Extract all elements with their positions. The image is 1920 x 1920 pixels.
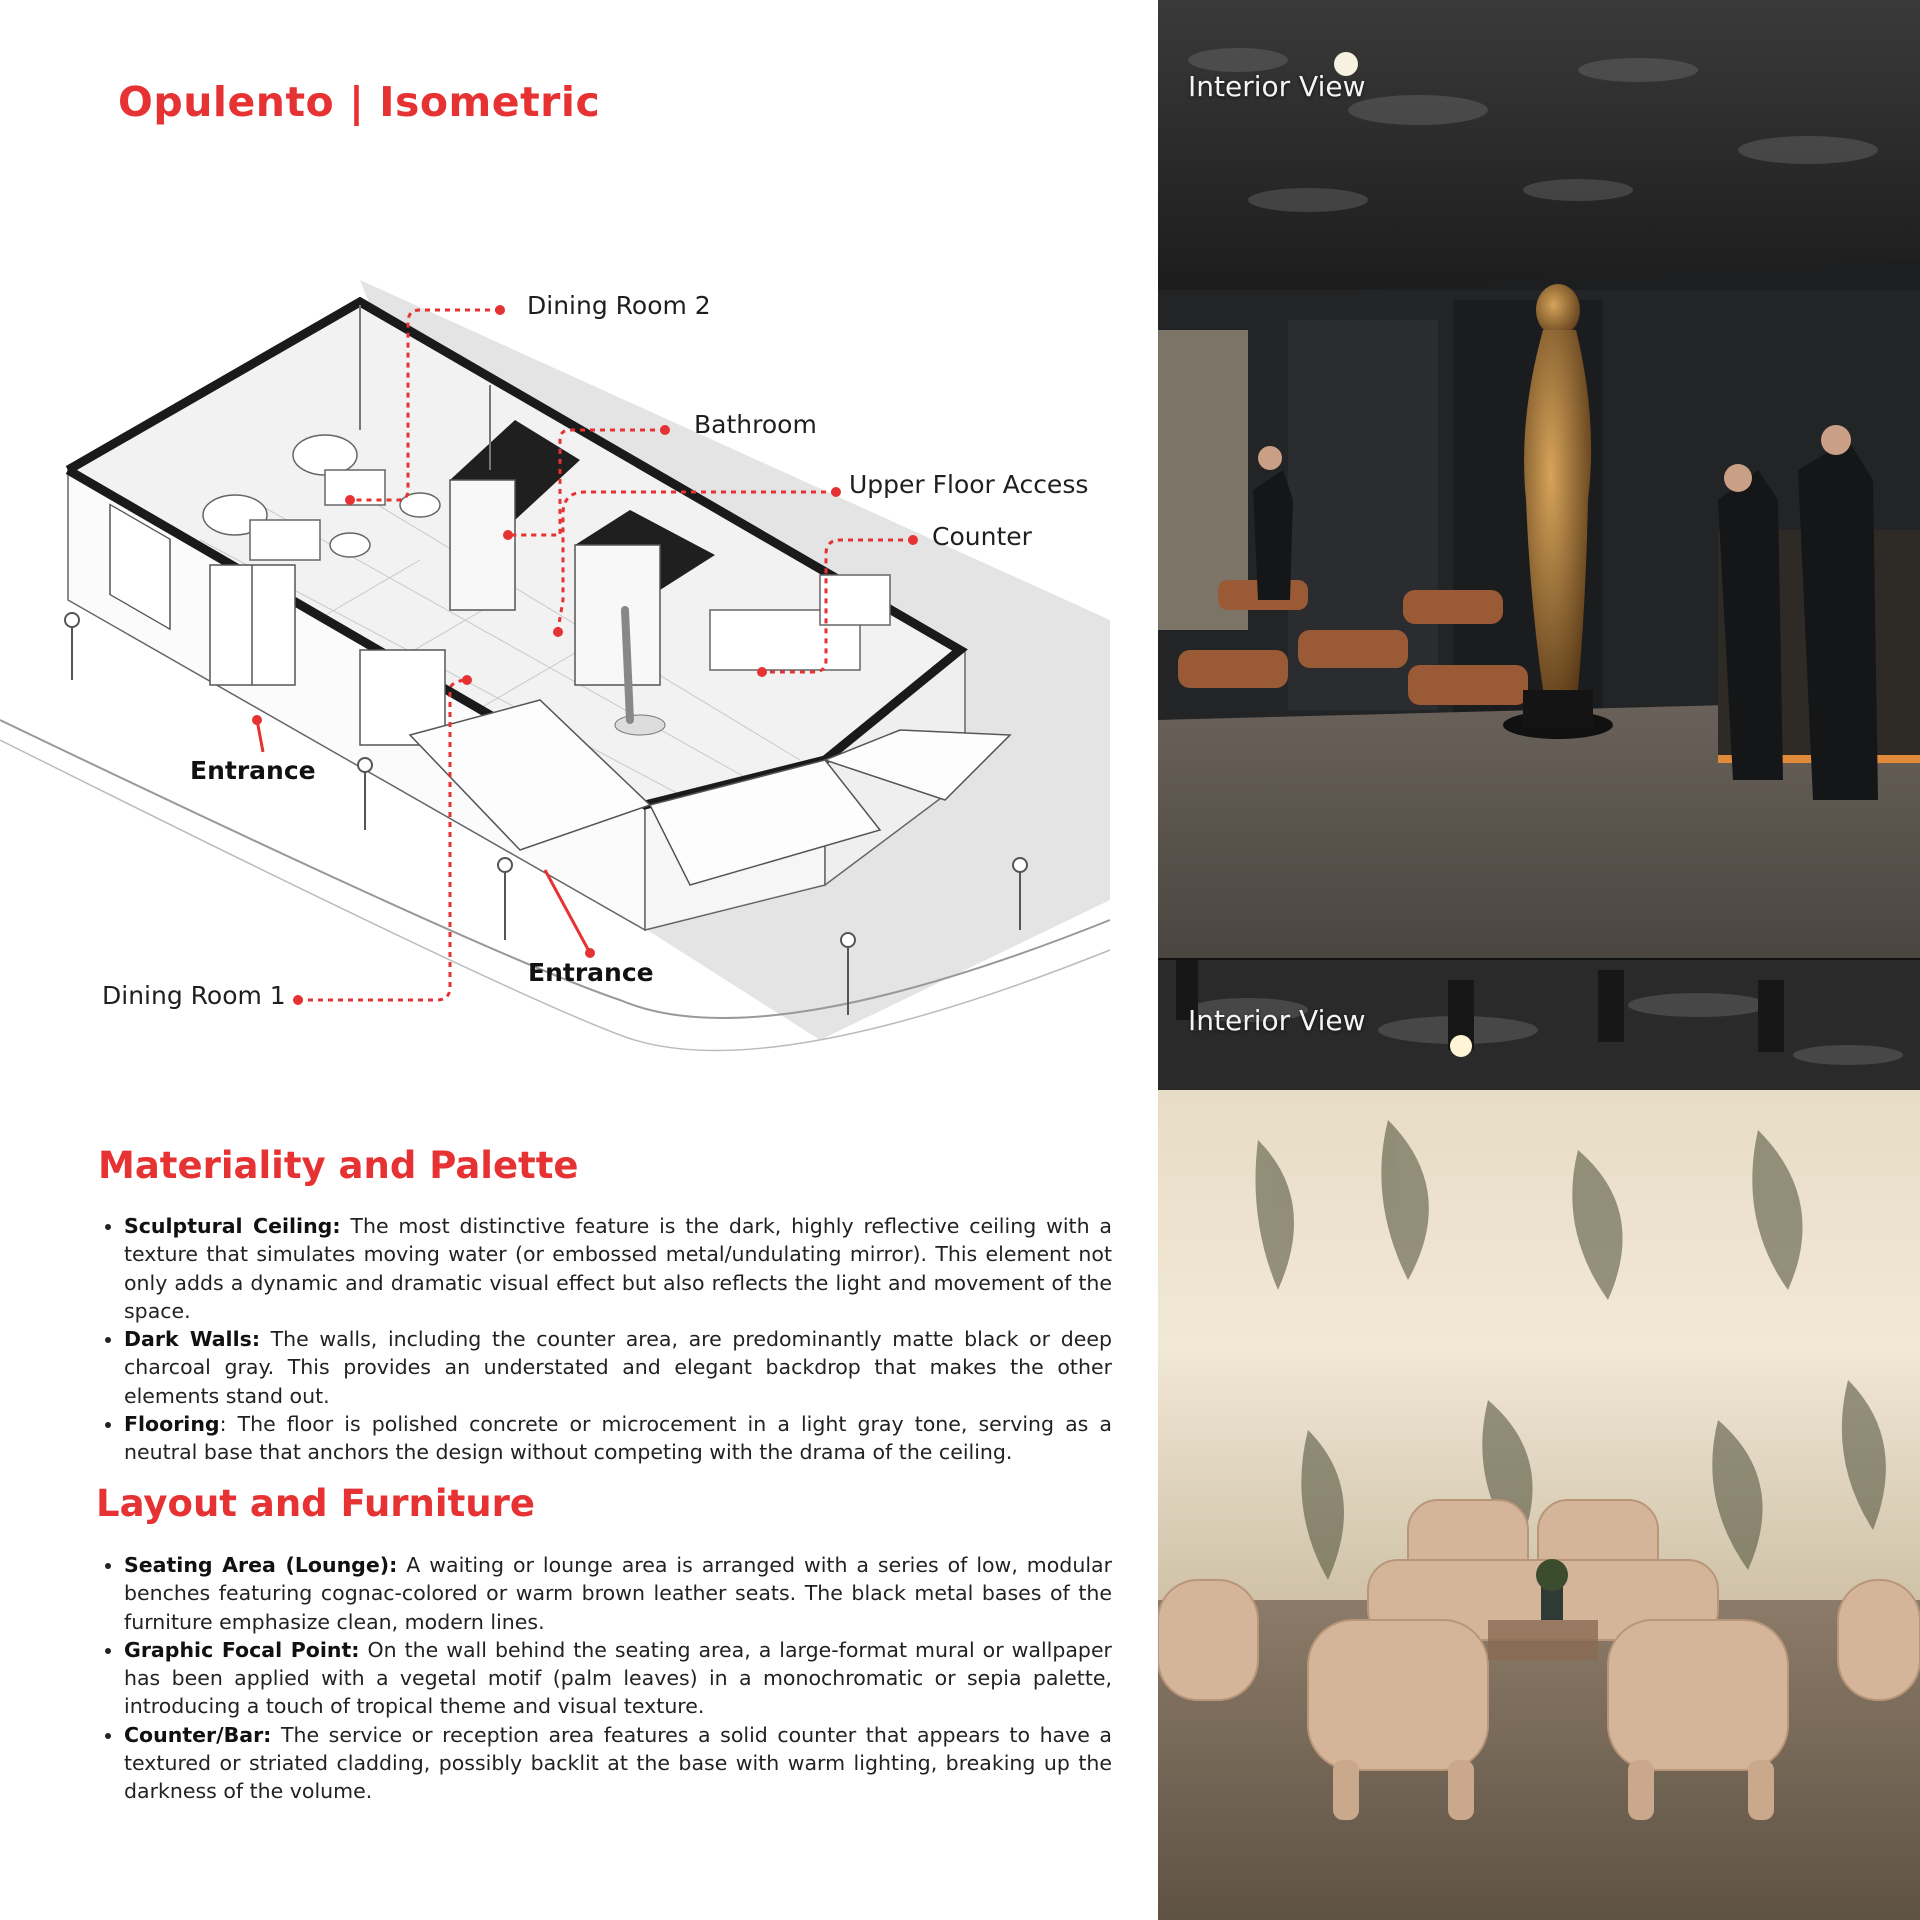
interior-photo-2 [1158,960,1920,1920]
materiality-list [96,1212,1112,1467]
list-item: • Seating Area (Lounge): A waiting or lounge area is arranged with a series of low, modular benches featuring cognac-colored or warm brown leather seats. The black metal bases of the furniture emphasize clean, modern lines. [124,1551,1112,1636]
list-item: • Graphic Focal Point: On the wall behind the seating area, a large-format mural or wallpaper has been applied with a vegetal motif (palm leaves) in a monochromatic or sepia palette, introducing a touch of tropical theme and visual texture. [124,1636,1112,1721]
callout-bathroom: Bathroom [694,410,817,439]
callout-entrance-bottom: Entrance [528,958,654,987]
callout-upper-floor-access: Upper Floor Access [849,470,1089,499]
interior-photo-1 [1158,0,1920,958]
callout-counter: Counter [932,522,1032,551]
materiality-heading: Materiality and Palette [98,1144,579,1187]
callout-entrance-left: Entrance [190,756,316,785]
list-item: • Counter/Bar: The service or reception area features a solid counter that appears to have a textured or striated cladding, possibly backlit at the base with warm lighting, breaking up the darkness of the volume. [124,1721,1112,1806]
layout-list [96,1551,1112,1806]
layout-heading: Layout and Furniture [96,1482,535,1525]
photo-1-label: Interior View [1188,70,1366,103]
page-title: Opulento | Isometric [118,78,601,126]
list-item: • Dark Walls: The walls, including the counter area, are predominantly matte black or deep charcoal gray. This provides an understated and elegant backdrop that makes the other elements stand out. [124,1325,1112,1410]
photo-2-label: Interior View [1188,1004,1366,1037]
list-item: • Sculptural Ceiling: The most distinctive feature is the dark, highly reflective ceiling with a texture that simulates moving water (or embossed metal/undulating mirror). This element not only adds a dynamic and dramatic visual effect but also reflects the light and movement of the space. [124,1212,1112,1325]
list-item: • Flooring: The floor is polished concrete or microcement in a light gray tone, serving as a neutral base that anchors the design without competing with the drama of the ceiling. [124,1410,1112,1467]
right-panel [1158,0,1920,1920]
callout-dining-room-1: Dining Room 1 [102,981,286,1010]
callout-dining-room-2: Dining Room 2 [527,291,711,320]
